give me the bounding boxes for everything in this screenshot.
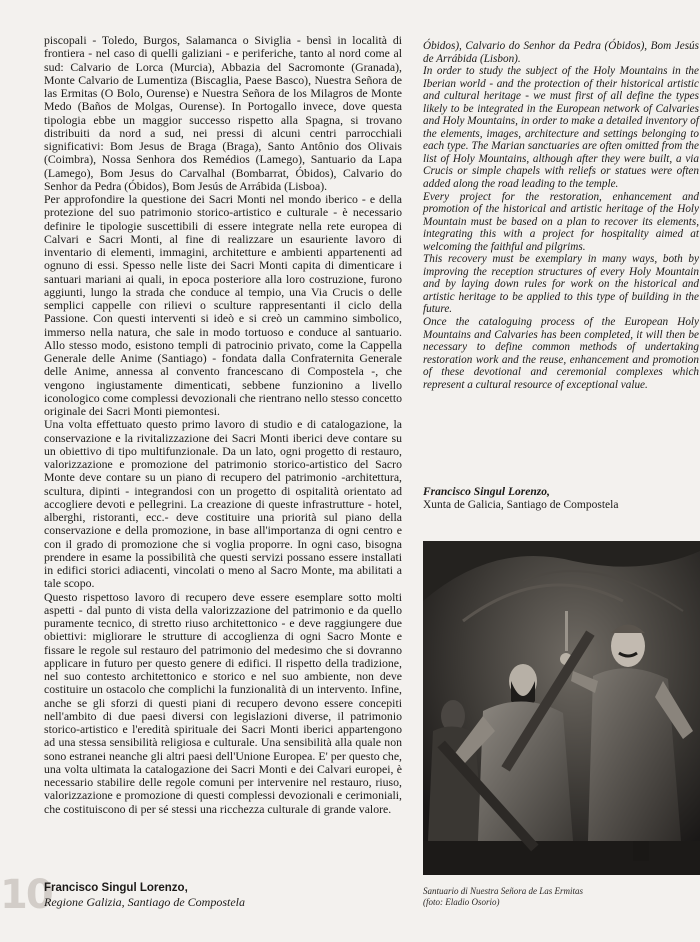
page-number: 10 (0, 872, 52, 918)
author-affiliation: Regione Galizia, Santiago de Compostela (44, 895, 245, 909)
body-paragraph: In order to study the subject of the Holy Mountains in the Iberian world - and the protection of their historical artistic and cultural heritage - we must first of all define the types likely to be integrated in the European network of Calvaries and Holy Mountains, in order to make a detailed inventory of the elements, images, architecture and settings belonging to each type. The Marian sanctuaries are often omitted from the list of Holy Mountains, although after they were built, a via Crucis or simple chapels with reliefs or statues were often added along the road leading to the temple. (423, 65, 699, 191)
author-name: Francisco Singul Lorenzo, (423, 486, 550, 498)
body-paragraph: Per approfondire la questione dei Sacri Monti nel mondo iberico - e della protezione del suo patrimonio storico-artistico e culturale - è necessario definire le tipologie suscettibili di essere integrate nella rete europea di Calvari e Sacri Monti, al fine di realizzare un esauriente lavoro di inventario di elementi, immagini, architetture e ambienti appartenenti ad ognuno di essi. Spesso nelle liste dei Sacri Monti capita di dimenticare i santuari mariani ai quali, in epoca posteriore alla loro costruzione, furono aggiunti, lungo la strada che conduce al tempio, una Via Crucis o delle semplici cappelle con rilievi o sculture rappresentanti il ciclo della Passione. Con questi interventi si ideò e si creò un cammino simbolico, immerso nella natura, che sale in modo tortuoso e conduce al santuario. Allo stesso modo, esistono templi di patrocinio privato, come la Cappella Generale delle Anime (Santiago) - fondata dalla Confraternita Generale delle Anime, annessa al convento francescano di Compostela -, che vengono ingiustamente dimenticati, sebbene funzionino a livello iconologico come complessi devozionali che rientrano nello stesso concetto originale dei Sacri Monti piemontesi. (44, 192, 402, 418)
caption-credit: (foto: Eladio Osorio) (423, 897, 500, 907)
body-paragraph: Every project for the restoration, enhancement and promotion of the historical and artistic heritage of the Holy Mountain must be based on a plan to recover its elements, integrating this with a project for hospitality aimed at welcoming the faithful and pilgrims. (423, 190, 699, 253)
body-paragraph: Once the cataloguing process of the European Holy Mountains and Calvaries has been completed, it will then be necessary to define common methods of undertaking restoration work and the reuse, enhancement and promotion of these devotional and ceremonial complexes which represent a cultural resource of exceptional value. (423, 316, 699, 391)
sanctuary-photo (423, 541, 700, 875)
italian-text-column (44, 34, 402, 884)
photo-caption (423, 886, 693, 908)
author-name: Francisco Singul Lorenzo, (44, 882, 188, 894)
author-signature-italian (44, 881, 374, 909)
body-paragraph: piscopali - Toledo, Burgos, Salamanca o Siviglia - bensì in località di frontiera - nel caso di quelli galiziani - e periferiche, tanto al nord come al sud: Calvario de Lorca (Murcia), Abbazia del Sacromonte (Granada), Monte Calvario de Lumentiza (Biscaglia, Paese Basco), Nuestra Señora de las Ermitas (O Bolo, Ourense) e Nuestra Señora de los Milagros de Monte Medo (Baños de Molgas, Ourense). In Portogallo invece, dove questa tipologia ebbe un maggior successo rispetto alla Spagna, si trovano distribuiti da nord a sud, nei pressi di alcuni centri parrocchiali significativi: Bom Jesus de Braga (Braga), Santo Antônio dos Olivais (Coimbra), Nossa Senhora dos Remédios (Lamego), Santuario da Lapa (Lamego), Bom Jesus do Carvalhal (Bombarrat, Óbidos), Calvario do Senhor da Pedra (Óbidos), Bom Jesús de Arrábida (Lisboa). (44, 33, 402, 193)
body-paragraph: This recovery must be exemplary in many ways, both by improving the reception structures of every Holy Mountain and by laying down rules for work on the historical and artistic heritage to be applied to this type of building in the future. (423, 253, 699, 316)
author-affiliation: Xunta de Galicia, Santiago de Compostela (423, 499, 619, 511)
sculpture-photo-image (423, 541, 700, 875)
body-paragraph: Una volta effettuato questo primo lavoro di studio e di catalogazione, la conservazione e la rivitalizzazione dei Sacri Monti iberici deve contare su un obiettivo di tipo multifunzionale. Da un lato, ogni progetto di restauro, valorizzazione e promozione del patrimonio storico-artistico del Sacro Monte deve contare su un piano di recupero del patrimonio -architettura, scultura, dipinti - integrandosi con un progetto di ospitalità orientato ad accogliere devoti e pellegrini. La creazione di queste infrastrutture - hotel, alberghi, ristoranti, ecc.- deve costituire una priorità sul piano della conservazione e della promozione, in base all'importanza di ogni centro e con il grado di promozione che si voglia proporre. In ogni caso, bisogna prendere in esame la possibilità che questi servizi possano essere installati in edifici storici adiacenti, vincolati o meno al Sacro Monte, ma abilitati a tale scopo. (44, 417, 402, 591)
body-paragraph: Questo rispettoso lavoro di recupero deve essere esemplare sotto molti aspetti - dal punto di vista della valorizzazione del patrimonio e da quello puramente tecnico, di stretto riuso architettonico - e deve raggiungere due obiettivi: migliorare le strutture di accoglienza di ogni Sacro Monte e fissare le regole sul restauro del patrimonio del medesimo che si dovranno applicare in futuro per questo genere di edifici. Il rispetto della tradizione, nel suo contesto architettonico e storico e nel suo ambiente, non deve costituire un ostacolo che complichi la funzionalità di un intervento. Infine, anche se gli sforzi di questi piani di recupero devono essere concepiti nell'ambito di due paesi diversi con legislazioni diverse, il patrimonio storico-artistico e l'eredità spirituale dei Sacri Monti iberici appartengono ad una stessa sensibilità religiosa e culturale. Una sensibilità alla quale non sono estranei neanche gli altri paesi dell'Unione Europea. E' per questo che, una volta ultimata la catalogazione dei Sacri Monti e dei Calvari europei, è necessario stabilire delle regole comuni per intervenire nel restauro, riuso, valorizzazione e promozione di questi complessi devozionali e cerimoniali, che costituiscono di per sé stessi una ricchezza culturale di grande valore. (44, 589, 402, 816)
caption-title: Santuario di Nuestra Señora de Las Ermitas (423, 886, 584, 896)
english-text-column (423, 40, 699, 470)
body-paragraph: Óbidos), Calvario do Senhor da Pedra (Óbidos), Bom Jesús de Arrábida (Lisbon). (423, 40, 699, 65)
author-signature-english (423, 486, 699, 512)
